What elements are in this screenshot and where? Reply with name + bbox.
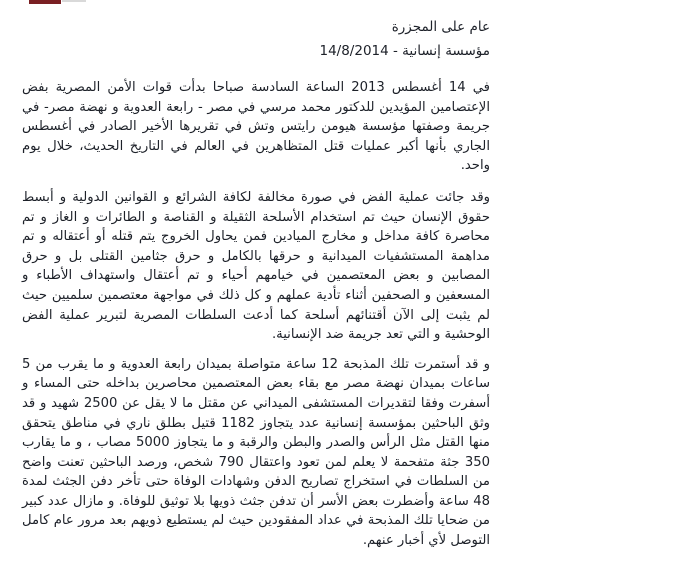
post-subtitle: مؤسسة إنسانية - 14/8/2014 xyxy=(319,43,490,59)
paragraph-1: في 14 أغسطس 2013 الساعة السادسة صباحا بدأت قوات الأمن المصرية بفض الإعتصامين المؤيدين للدكتور محمد مرسي في مصر - رابعة العدوية و نهضة مصر- في جريمة وصفتها مؤسسة هيومن رايتس وتش في تقريرها الأخير الصادر في أغسطس الجاري بأنها أكبر عمليات قتل المتظاهرين في العالم في التاريخ الحديث، خلال يوم واحد. xyxy=(22,80,490,174)
thumbnail-divider xyxy=(62,0,86,2)
paragraph-2: وقد جائت عملية الفض في صورة مخالفة لكافة الشرائع و القوانين الدولية و أبسط حقوق الإنسان حيث تم استخدام الأسلحة الثقيلة و القناصة و الطائرات و الغاز و تم محاصرة كافة مداخل و مخارج الميادين فمن يحاول الخروج يتم قتله أو أعتقاله و تم مداهمة المستشفيات الميدانية و حرقها بالكامل و حرق جثامين القتلى بل و حرق المصابين و بعض المعتصمين في خيامهم أحياء و تم أعتقال واستهداف الأطباء و المسعفين و الصحفين أثناء تأدية عملهم و كل ذلك في مواجهة معتصمين سلميين حيث لم يثبت إلى الآن أقتنائهم أسلحة كما أدعت السلطات المصرية لتبرير عملية الفض الوحشية و التي تعد جريمة ضد الإنسانية. xyxy=(22,189,490,343)
paragraph-3: و قد أستمرت تلك المذبحة 12 ساعة متواصلة بميدان رابعة العدوية و ما يقرب من 5 ساعات بميدان نهضة مصر مع بقاء بعض المعتصمين محاصرين بداخله حتى المساء و أسفرت وفقا لتقديرات المستشفى الميداني عن مقتل ما لا يقل عن 2500 شهيد و قد وثق الباحثين بمؤسسة إنسانية عدد يتجاوز 1182 قتيل بطلق ناري في مناطق يتحقق منها القتل مثل الرأس والصدر والبطن والرقبة و ما يتجاوز 5000 مصاب ، و ما يقارب 350 جثة متفحمة لا يعلم لمن تعود واعتقال 790 شخص، ورصد الباحثين تعنت واضح من السلطات في استخراج تصاريح الدفن وشهادات الوفاة حتى تأخر دفن الجثث لمدة 48 ساعة وأضطرت بعض الأسر أن تدفن جثث ذويها بلا توثيق للوفاة. و مازال عدد كبير من ضحايا تلك المذبحة في عداد المفقودين حيث لم يستطيع ذويهم بعد مرور عام كامل التوصل لأي أخبار عنهم. xyxy=(22,356,491,549)
post-thumbnail[interactable] xyxy=(29,0,61,4)
post-title: عام على المجزرة xyxy=(391,19,490,35)
post-body xyxy=(22,14,490,563)
